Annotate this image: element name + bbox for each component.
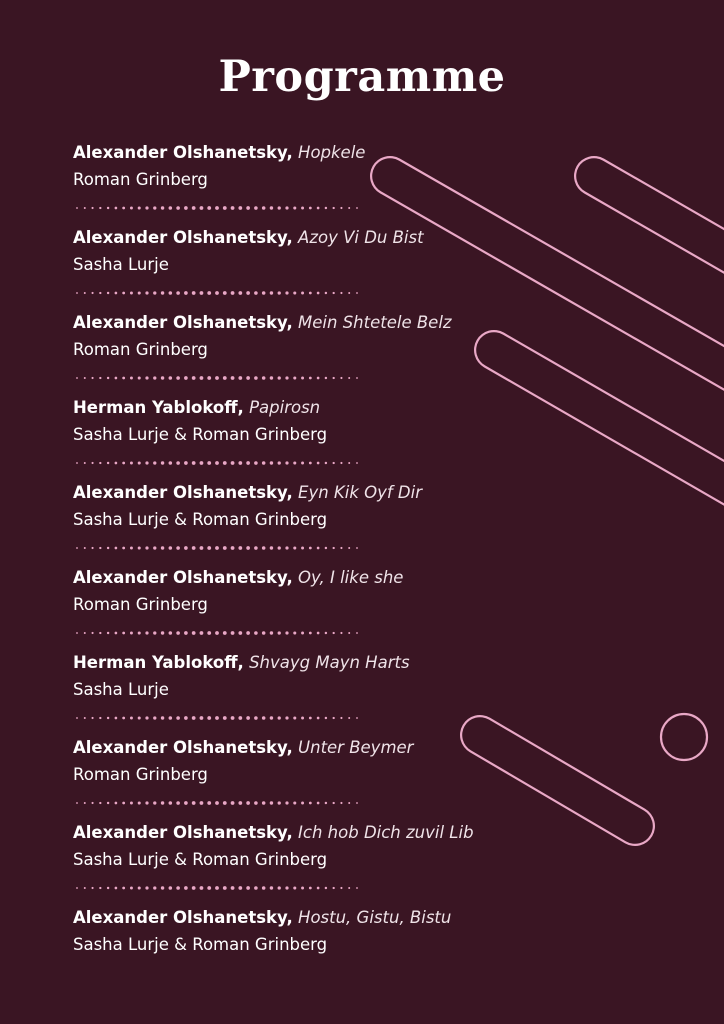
piece-line — [73, 226, 493, 250]
performers: Sasha Lurje & Roman Grinberg — [73, 850, 328, 869]
piece-title: Hostu, Gistu, Bistu — [298, 908, 452, 927]
composer-name: Herman Yablokoff, — [73, 653, 244, 672]
dotted-divider — [75, 545, 359, 551]
deco-pill-4 — [480, 735, 635, 826]
piece-line — [73, 396, 493, 420]
dotted-divider — [75, 800, 359, 806]
performers: Roman Grinberg — [73, 595, 208, 614]
performers: Roman Grinberg — [73, 340, 208, 359]
piece-line — [73, 311, 493, 335]
performers: Roman Grinberg — [73, 765, 208, 784]
programme-item — [73, 311, 493, 396]
programme-item — [73, 141, 493, 226]
composer-name: Alexander Olshanetsky, — [73, 483, 293, 502]
composer-name: Alexander Olshanetsky, — [73, 143, 293, 162]
composer-name: Alexander Olshanetsky, — [73, 823, 293, 842]
programme-item — [73, 566, 493, 651]
dotted-divider — [75, 205, 359, 211]
piece-title: Mein Shtetele Belz — [298, 313, 452, 332]
piece-title: Oy, I like she — [298, 568, 404, 587]
composer-name: Alexander Olshanetsky, — [73, 738, 293, 757]
performers: Sasha Lurje & Roman Grinberg — [73, 510, 328, 529]
piece-line — [73, 566, 493, 590]
performers: Sasha Lurje — [73, 255, 169, 274]
composer-name: Alexander Olshanetsky, — [73, 228, 293, 247]
composer-name: Alexander Olshanetsky, — [73, 908, 293, 927]
performers: Roman Grinberg — [73, 170, 208, 189]
programme-item — [73, 481, 493, 566]
piece-title: Eyn Kik Oyf Dir — [298, 483, 423, 502]
deco-circle — [661, 714, 707, 760]
performers: Sasha Lurje & Roman Grinberg — [73, 425, 328, 444]
deco-pill-2 — [594, 176, 724, 283]
programme-list — [73, 141, 493, 991]
programme-item — [73, 226, 493, 311]
dotted-divider — [75, 290, 359, 296]
programme-item — [73, 651, 493, 736]
dotted-divider — [75, 375, 359, 381]
piece-line — [73, 141, 493, 165]
composer-name: Alexander Olshanetsky, — [73, 568, 293, 587]
piece-line — [73, 821, 493, 845]
piece-line — [73, 906, 493, 930]
piece-title: Unter Beymer — [298, 738, 414, 757]
piece-title: Papirosn — [249, 398, 321, 417]
dotted-divider — [75, 630, 359, 636]
deco-pill-3 — [494, 350, 724, 515]
performers: Sasha Lurje & Roman Grinberg — [73, 935, 328, 954]
piece-line — [73, 651, 493, 675]
piece-title: Shvayg Mayn Harts — [249, 653, 410, 672]
composer-name: Alexander Olshanetsky, — [73, 313, 293, 332]
programme-item — [73, 906, 493, 991]
page-title: Programme — [218, 52, 506, 102]
dotted-divider — [75, 715, 359, 721]
programme-item — [73, 821, 493, 906]
dotted-divider — [75, 885, 359, 891]
performers: Sasha Lurje — [73, 680, 169, 699]
piece-title: Ich hob Dich zuvil Lib — [298, 823, 474, 842]
composer-name: Herman Yablokoff, — [73, 398, 244, 417]
programme-item — [73, 396, 493, 481]
piece-title: Hopkele — [298, 143, 366, 162]
programme-item — [73, 736, 493, 821]
piece-title: Azoy Vi Du Bist — [298, 228, 424, 247]
dotted-divider — [75, 460, 359, 466]
piece-line — [73, 736, 493, 760]
piece-line — [73, 481, 493, 505]
